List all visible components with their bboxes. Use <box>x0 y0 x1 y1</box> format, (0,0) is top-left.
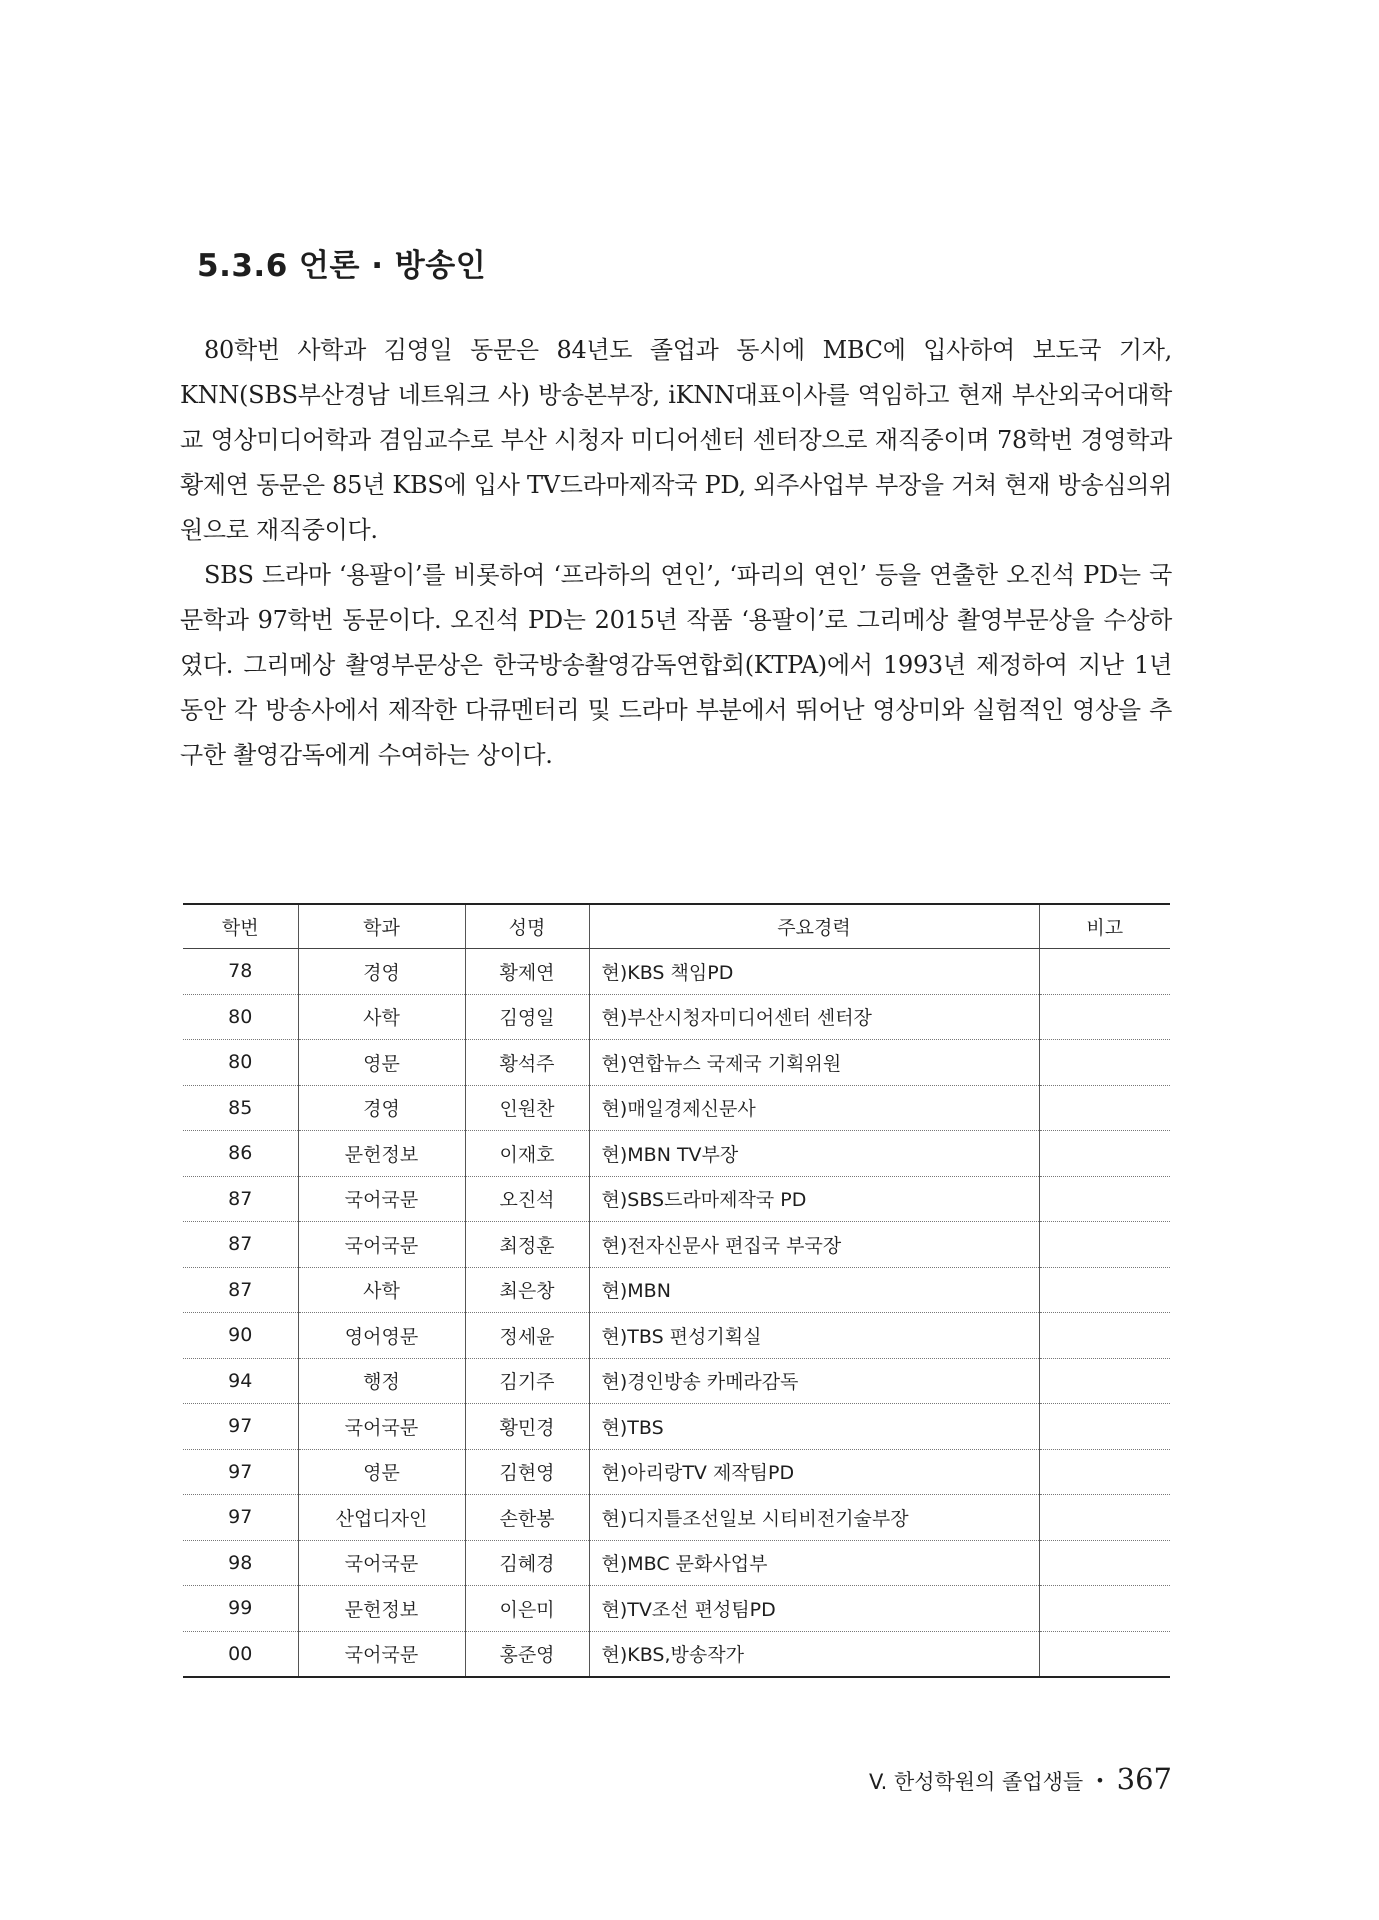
cell-name: 김영일 <box>465 994 589 1040</box>
cell-department: 경영 <box>298 1085 465 1131</box>
cell-note <box>1039 1267 1170 1313</box>
cell-name: 인원찬 <box>465 1085 589 1131</box>
cell-name: 황석주 <box>465 1040 589 1086</box>
cell-department: 문헌정보 <box>298 1131 465 1177</box>
table-row <box>183 1222 1170 1268</box>
table-row <box>183 1586 1170 1632</box>
cell-name: 홍준영 <box>465 1631 589 1677</box>
cell-year: 80 <box>183 994 298 1040</box>
cell-note <box>1039 1540 1170 1586</box>
cell-note <box>1039 1085 1170 1131</box>
cell-career: 현)전자신문사 편집국 부국장 <box>589 1222 1039 1268</box>
cell-year: 94 <box>183 1358 298 1404</box>
table-row <box>183 1267 1170 1313</box>
paragraph: 80학번 사학과 김영일 동문은 84년도 졸업과 동시에 MBC에 입사하여 보도국 기자, KNN(SBS부산경남 네트워크 사) 방송본부장, iKNN대표이사를 역임하고 현재 부산외국어대학교 영상미디어학과 겸임교수로 부산 시청자 미디어센터 센터장으로 재직중이며 78학번 경영학과 황제연 동문은 85년 KBS에 입사 TV드라마제작국 PD, 외주사업부 부장을 거쳐 현재 방송심의위원으로 재직중이다. <box>180 336 1172 544</box>
cell-name: 황제연 <box>465 949 589 995</box>
column-header-name: 성명 <box>465 904 589 949</box>
paragraph: SBS 드라마 ‘용팔이’를 비롯하여 ‘프라하의 연인’, ‘파리의 연인’ 등을 연출한 오진석 PD는 국문학과 97학번 동문이다. 오진석 PD는 2015년 작품 ‘용팔이’로 그리메상 촬영부문상을 수상하였다. 그리메상 촬영부문상은 한국방송촬영감독연합회(KTPA)에서 1993년 제정하여 지난 1년 동안 각 방송사에서 제작한 다큐멘터리 및 드라마 부분에서 뛰어난 영상미와 실험적인 영상을 추구한 촬영감독에게 수여하는 상이다. <box>180 561 1172 769</box>
cell-career: 현)부산시청자미디어센터 센터장 <box>589 994 1039 1040</box>
cell-year: 86 <box>183 1131 298 1177</box>
section-heading: 5.3.6 언론 · 방송인 <box>197 248 487 284</box>
cell-note <box>1039 1495 1170 1541</box>
cell-career: 현)MBC 문화사업부 <box>589 1540 1039 1586</box>
cell-note <box>1039 1358 1170 1404</box>
column-header-note: 비고 <box>1039 904 1170 949</box>
cell-department: 산업디자인 <box>298 1495 465 1541</box>
cell-department: 사학 <box>298 994 465 1040</box>
cell-note <box>1039 1631 1170 1677</box>
cell-career: 현)SBS드라마제작국 PD <box>589 1176 1039 1222</box>
cell-career: 현)KBS,방송작가 <box>589 1631 1039 1677</box>
cell-department: 영문 <box>298 1040 465 1086</box>
cell-year: 85 <box>183 1085 298 1131</box>
table-row <box>183 949 1170 995</box>
cell-year: 80 <box>183 1040 298 1086</box>
table-row <box>183 1540 1170 1586</box>
cell-department: 국어국문 <box>298 1176 465 1222</box>
column-header-career: 주요경력 <box>589 904 1039 949</box>
cell-department: 사학 <box>298 1267 465 1313</box>
cell-year: 97 <box>183 1449 298 1495</box>
cell-career: 현)TV조선 편성팀PD <box>589 1586 1039 1632</box>
table-row <box>183 994 1170 1040</box>
cell-department: 국어국문 <box>298 1222 465 1268</box>
cell-department: 국어국문 <box>298 1404 465 1450</box>
cell-name: 김현영 <box>465 1449 589 1495</box>
cell-department: 국어국문 <box>298 1540 465 1586</box>
chapter-title: V. 한성학원의 졸업생들 <box>868 1770 1084 1794</box>
cell-career: 현)MBN <box>589 1267 1039 1313</box>
cell-year: 97 <box>183 1495 298 1541</box>
page-footer <box>869 1762 1172 1796</box>
body-text <box>180 328 1172 778</box>
table-row <box>183 1085 1170 1131</box>
cell-year: 99 <box>183 1586 298 1632</box>
table-row <box>183 1495 1170 1541</box>
cell-department: 행정 <box>298 1358 465 1404</box>
table-row <box>183 1313 1170 1359</box>
table-row <box>183 1449 1170 1495</box>
cell-career: 현)TBS <box>589 1404 1039 1450</box>
cell-name: 정세윤 <box>465 1313 589 1359</box>
cell-name: 손한봉 <box>465 1495 589 1541</box>
cell-career: 현)TBS 편성기획실 <box>589 1313 1039 1359</box>
cell-department: 경영 <box>298 949 465 995</box>
cell-department: 영문 <box>298 1449 465 1495</box>
table-row <box>183 1040 1170 1086</box>
cell-career: 현)아리랑TV 제작팀PD <box>589 1449 1039 1495</box>
cell-year: 87 <box>183 1222 298 1268</box>
cell-career: 현)연합뉴스 국제국 기획위원 <box>589 1040 1039 1086</box>
cell-department: 국어국문 <box>298 1631 465 1677</box>
cell-note <box>1039 1131 1170 1177</box>
cell-year: 97 <box>183 1404 298 1450</box>
cell-year: 00 <box>183 1631 298 1677</box>
table-row <box>183 1631 1170 1677</box>
cell-career: 현)디지틀조선일보 시티비전기술부장 <box>589 1495 1039 1541</box>
cell-career: 현)MBN TV부장 <box>589 1131 1039 1177</box>
cell-name: 최정훈 <box>465 1222 589 1268</box>
cell-career: 현)경인방송 카메라감독 <box>589 1358 1039 1404</box>
table-row <box>183 1131 1170 1177</box>
cell-note <box>1039 1404 1170 1450</box>
cell-year: 87 <box>183 1267 298 1313</box>
cell-department: 영어영문 <box>298 1313 465 1359</box>
cell-note <box>1039 1449 1170 1495</box>
cell-career: 현)KBS 책임PD <box>589 949 1039 995</box>
cell-note <box>1039 1222 1170 1268</box>
column-header-department: 학과 <box>298 904 465 949</box>
alumni-career-table <box>183 903 1170 1678</box>
cell-note <box>1039 1313 1170 1359</box>
cell-name: 최은창 <box>465 1267 589 1313</box>
cell-name: 황민경 <box>465 1404 589 1450</box>
cell-year: 98 <box>183 1540 298 1586</box>
cell-note <box>1039 1040 1170 1086</box>
cell-year: 78 <box>183 949 298 995</box>
cell-note <box>1039 1586 1170 1632</box>
column-header-year: 학번 <box>183 904 298 949</box>
table-row <box>183 1358 1170 1404</box>
table-row <box>183 1404 1170 1450</box>
cell-note <box>1039 1176 1170 1222</box>
cell-year: 87 <box>183 1176 298 1222</box>
cell-note <box>1039 949 1170 995</box>
cell-name: 김혜경 <box>465 1540 589 1586</box>
cell-year: 90 <box>183 1313 298 1359</box>
cell-name: 오진석 <box>465 1176 589 1222</box>
cell-name: 이은미 <box>465 1586 589 1632</box>
bullet-separator: • <box>1095 1771 1105 1790</box>
table-header-row <box>183 904 1170 949</box>
table-body <box>183 949 1170 1678</box>
cell-name: 김기주 <box>465 1358 589 1404</box>
cell-note <box>1039 994 1170 1040</box>
page-number: 367 <box>1116 1762 1172 1796</box>
cell-name: 이재호 <box>465 1131 589 1177</box>
cell-department: 문헌정보 <box>298 1586 465 1632</box>
cell-career: 현)매일경제신문사 <box>589 1085 1039 1131</box>
table-row <box>183 1176 1170 1222</box>
